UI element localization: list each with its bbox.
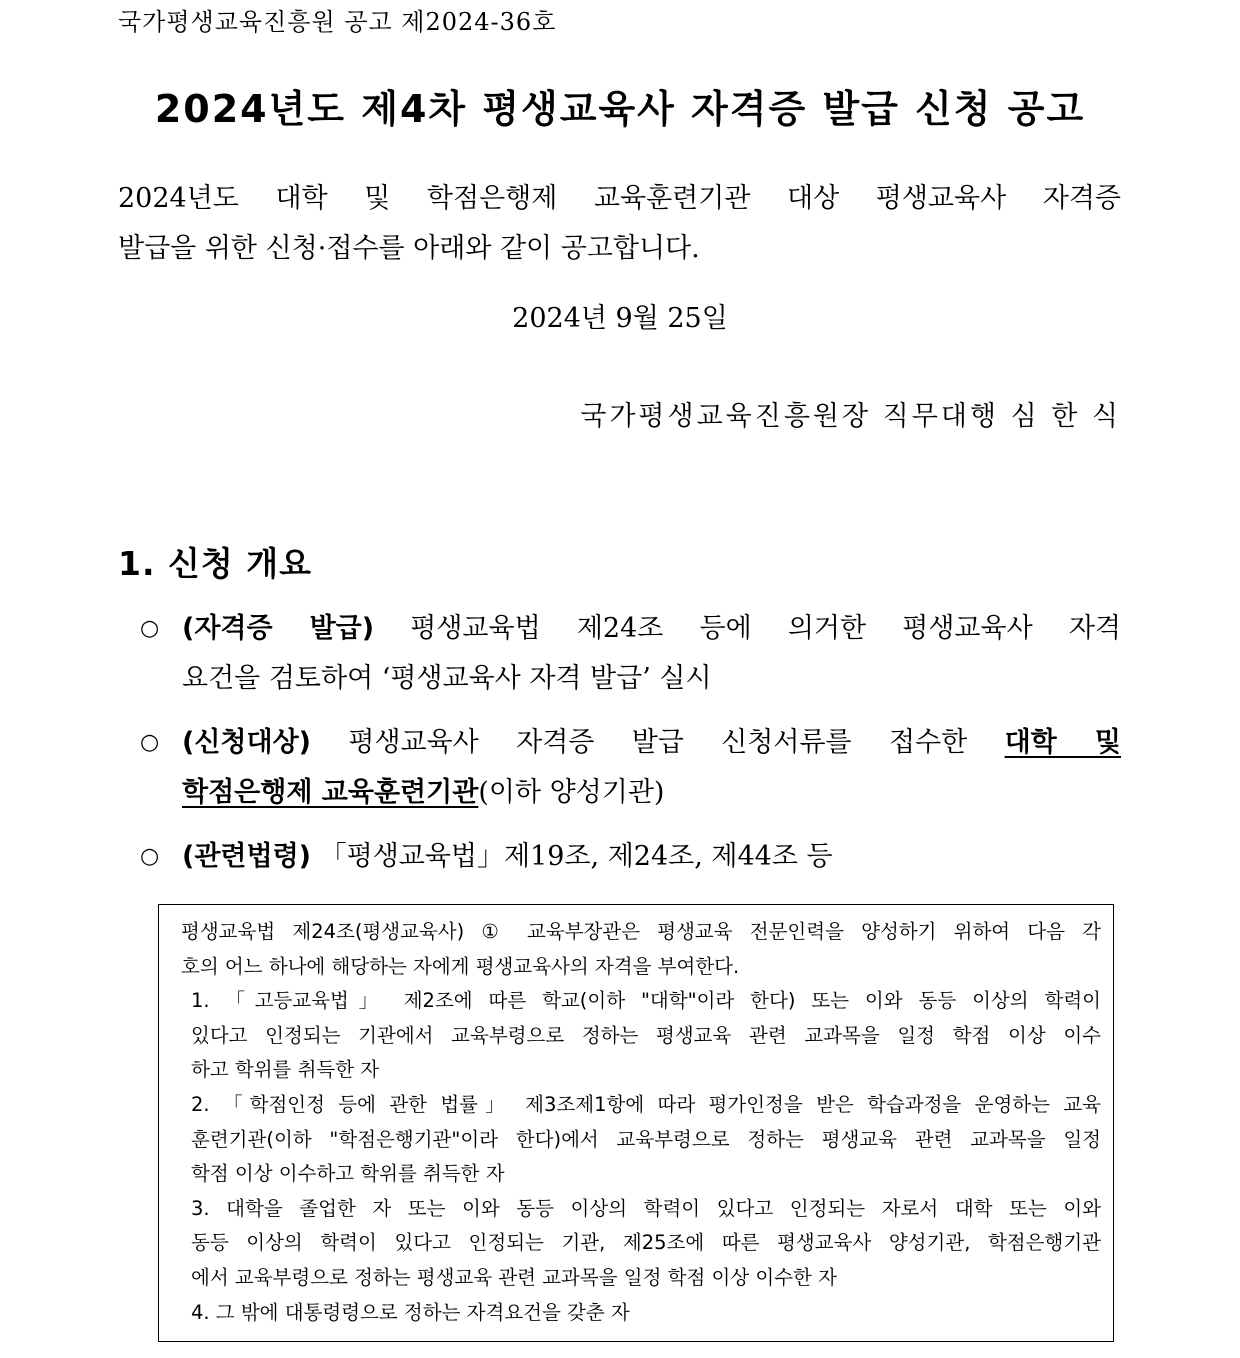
underlined-target-a: 대학 및	[1004, 727, 1121, 758]
target-suffix: (이하 양성기관)	[478, 777, 665, 808]
overview-item-target	[140, 718, 1121, 818]
intro-line-2: 발급을 위한 신청·접수를 아래와 같이 공고합니다.	[118, 233, 700, 264]
document-number: 국가평생교육진흥원 공고 제2024-36호	[118, 8, 557, 36]
law-item-2-line-2: 훈련기관(이하 "학점은행기관"이라 한다)에서 교육부령으로 정하는 평생교육 관련 교과목을 일정	[191, 1127, 1101, 1151]
overview-item-label: (관련법령)	[182, 841, 312, 872]
overview-item-label: (자격증 발급)	[182, 613, 375, 644]
law-item-1-line-2: 있다고 인정되는 기관에서 교육부령으로 정하는 평생교육 관련 교과목을 일정 학점 이상 이수	[191, 1023, 1101, 1047]
law-item-4-line-1: 4. 그 밖에 대통령령으로 정하는 자격요건을 갖춘 자	[191, 1300, 630, 1324]
overview-item-line-1	[182, 718, 1121, 768]
law-item-3-line-3: 에서 교육부령으로 정하는 평생교육 관련 교과목을 일정 학점 이상 이수한 자	[191, 1265, 837, 1289]
overview-item-line-1	[182, 604, 1121, 654]
bullet-circle-icon: ○	[140, 844, 160, 869]
overview-item-text: 평생교육법 제24조 등에 의거한 평생교육사 자격	[410, 613, 1121, 644]
overview-item-line-2: 요건을 검토하여 ‘평생교육사 자격 발급’ 실시	[182, 663, 712, 694]
law-intro-line-1: 평생교육법 제24조(평생교육사) ① 교육부장관은 평생교육 전문인력을 양성하기 위하여 다음 각	[181, 920, 1101, 943]
law-item-2-line-1: 2. 「학점인정 등에 관한 법률」 제3조제1항에 따라 평가인정을 받은 학습과정을 운영하는 교육	[191, 1092, 1101, 1116]
overview-item-line-2	[182, 777, 664, 808]
signer-name: 국가평생교육진흥원장 직무대행 심 한 식	[580, 401, 1121, 432]
intro-paragraph	[118, 174, 1121, 274]
section-heading-overview: 1. 신청 개요	[118, 544, 312, 583]
bullet-circle-icon: ○	[140, 730, 160, 755]
law-item-3-line-2: 동등 이상의 학력이 있다고 인정되는 기관, 제25조에 따른 평생교육사 양성기관, 학점은행기관	[191, 1231, 1101, 1255]
overview-item-text: 평생교육사 자격증 발급 신청서류를 접수한	[348, 727, 968, 758]
notice-date: 2024년 9월 25일	[512, 303, 728, 334]
overview-item-laws	[140, 832, 1121, 882]
law-item-2-line-3: 학점 이상 이수하고 학위를 취득한 자	[191, 1162, 505, 1186]
intro-line-1: 2024년도 대학 및 학점은행제 교육훈련기관 대상 평생교육사 자격증	[118, 183, 1121, 214]
law-item-1-line-1: 1. 「고등교육법」 제2조에 따른 학교(이하 "대학"이라 한다) 또는 이와 동등 이상의 학력이	[191, 989, 1101, 1013]
overview-item-label: (신청대상)	[182, 727, 312, 758]
overview-item-certificate	[140, 604, 1121, 704]
law-item-3-line-1: 3. 대학을 졸업한 자 또는 이와 동등 이상의 학력이 있다고 인정되는 자로서 대학 또는 이와	[191, 1196, 1101, 1220]
law-item-1-line-3: 하고 학위를 취득한 자	[191, 1058, 380, 1082]
law-intro-line-2: 호의 어느 하나에 해당하는 자에게 평생교육사의 자격을 부여한다.	[181, 954, 740, 978]
underlined-target-b: 학점은행제 교육훈련기관	[182, 777, 479, 808]
bullet-circle-icon: ○	[140, 616, 160, 641]
overview-item-text: 「평생교육법」제19조, 제24조, 제44조 등	[319, 841, 833, 872]
page-title: 2024년도 제4차 평생교육사 자격증 발급 신청 공고	[154, 87, 1086, 131]
law-excerpt-box	[158, 904, 1114, 1342]
